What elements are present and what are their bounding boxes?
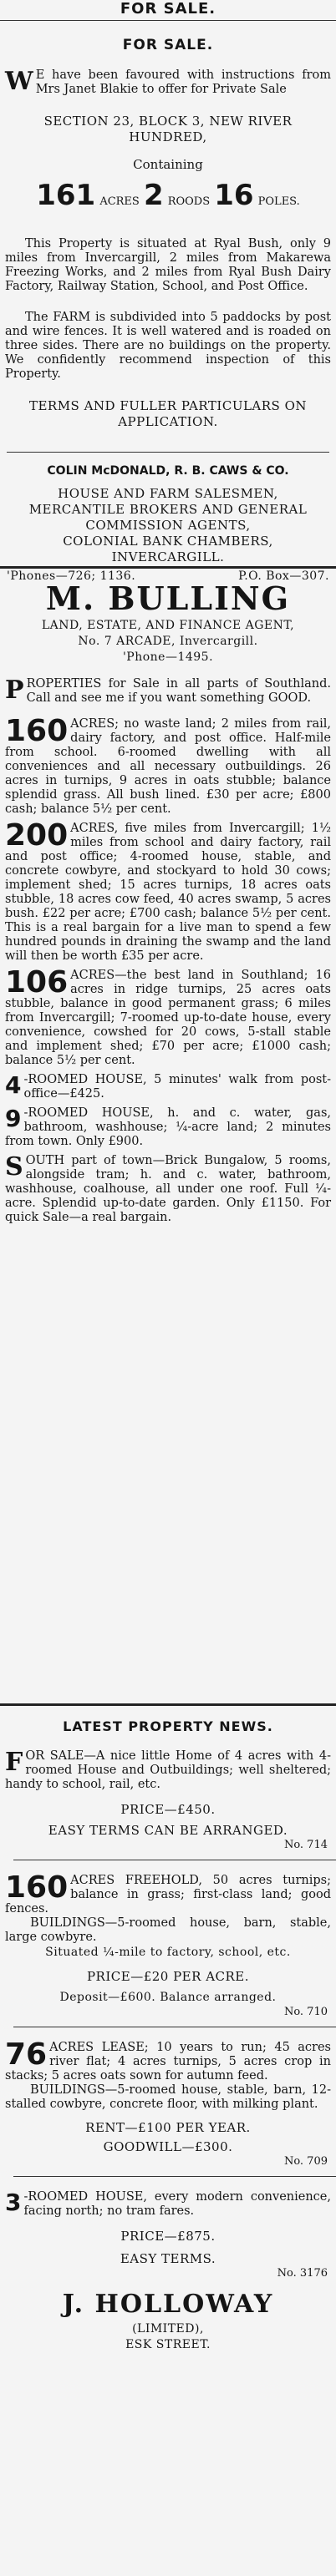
- agent-phone: 'Phone—1495.: [122, 650, 214, 664]
- listing-item: [5, 965, 331, 1068]
- listing-terms: EASY TERMS CAN BE ARRANGED.: [48, 1823, 288, 1838]
- advert-holloway: [0, 1718, 336, 2353]
- listing-buildings: BUILDINGS—5-roomed house, stable, barn, 12-stalled cowbyre, concrete floor, with milking plant.: [5, 2083, 331, 2111]
- drop-cap: 160: [5, 1870, 69, 1905]
- listing-item: [5, 2190, 331, 2219]
- phones: 'Phones—726; 1136.: [7, 569, 136, 583]
- listing-price: PRICE—£875.: [120, 2229, 216, 2244]
- listing-text: ACRES, five miles from Invercargill; 1½ miles from school and dairy factory, rail and post office; 4-roomed house, stable, and concrete cowbyre, and stockyard to hold 30 cows; implement shed; 15 acres turnips, 18 acres oats stubble, 18 acres cow feed, 40 acres swamp, 5 acres bush. £22 per acre; £700 cash; balance 5½ per cent. This is a real bargain for a live man to spend a few hundred pounds in draining the swamp and the land will then be worth £35 per acre.: [5, 822, 331, 963]
- listing-item: [5, 1870, 331, 1916]
- listing-price: PRICE—£20 PER ACRE.: [86, 1969, 250, 1984]
- listing-terms: EASY TERMS.: [120, 2251, 216, 2266]
- listing-goodwill: GOODWILL—£300.: [103, 2139, 233, 2154]
- agent-line-2: No. 7 ARCADE, Invercargill.: [78, 635, 258, 648]
- agent-name: M. BULLING: [45, 579, 291, 617]
- terms-line: TERMS AND FULLER PARTICULARS ON APPLICATION.: [28, 398, 308, 429]
- listing-ref: No. 3176: [277, 2267, 328, 2280]
- masthead: [0, 0, 336, 21]
- listing-number: S: [5, 1152, 23, 1182]
- advert-heading: FOR SALE.: [122, 37, 214, 53]
- listing-text: ACRES; no waste land; 2 miles from rail, dairy factory, and post office. Half-mile from school. 6-roomed dwelling with all conveniences and all necessary outbuildings. 26 acres in turnips, 9 acres in oats stubble; balance splendid grass. All bush lined. £30 per acre; £800 cash; balance 5½ per cent.: [5, 717, 331, 816]
- agent-line-1: LAND, ESTATE, AND FINANCE AGENT,: [41, 619, 295, 632]
- intro-text: ROPERTIES for Sale in all parts of Southland. Call and see me if you want something GOOD.: [26, 677, 331, 705]
- listing-item: [5, 2037, 331, 2083]
- listing-number: 106: [5, 965, 69, 1000]
- advert-heading: LATEST PROPERTY NEWS.: [63, 1718, 273, 1734]
- listing-deposit: Deposit—£600. Balance arranged.: [59, 1991, 277, 2004]
- firm-street: ESK STREET.: [125, 2338, 211, 2351]
- listing-text: OUTH part of town—Brick Bungalow, 5 rooms, alongside tram; h. and c. water, bathroom, washhouse, coalhouse, all under one roof. Full ¼-acre. Splendid up-to-date garden. Only £1150. For quick Sale—a real bargain.: [5, 1154, 331, 1224]
- listing-ref: No. 714: [283, 1839, 328, 1851]
- listing-buildings: BUILDINGS—5-roomed house, barn, stable, large cowbyre.: [5, 1916, 331, 1944]
- description-para-2: The FARM is subdivided into 5 paddocks by post and wire fences. It is well watered and is roaded on three sides. There are no buildings on the property. We confidently recommend inspection of this Property.: [5, 311, 331, 381]
- containing-label: Containing: [133, 157, 203, 172]
- poles-number: 16: [214, 179, 254, 212]
- section-title: SECTION 23, BLOCK 3, NEW RIVER HUNDRED,: [43, 114, 293, 144]
- advert-bulling: [0, 579, 336, 1225]
- listing-ref: No. 710: [283, 2006, 328, 2018]
- column-divider: [0, 566, 336, 569]
- firm-name: J. HOLLOWAY: [62, 2290, 274, 2319]
- listing-number: 200: [5, 818, 69, 853]
- listing-text: OR SALE—A nice little Home of 4 acres with 4-roomed House and Outbuildings; well sheltered; handy to school, rail, etc.: [5, 1749, 331, 1791]
- po-box: P.O. Box—307.: [238, 569, 329, 583]
- listing-item: [5, 1749, 331, 1792]
- drop-cap: P: [5, 676, 24, 705]
- listing-number: 9: [5, 1105, 22, 1132]
- column-divider: [0, 1703, 336, 1706]
- listing-number: 160: [5, 714, 69, 748]
- listing-text: ACRES FREEHOLD, 50 acres turnips; balance in grass; first-class land; good fences.: [5, 1874, 331, 1916]
- listing-text: -ROOMED HOUSE, 5 minutes' walk from post-office—£425.: [23, 1073, 331, 1101]
- roods-word: ROODS: [167, 195, 211, 208]
- listing-situated: Situated ¼-mile to factory, school, etc.: [45, 1946, 291, 1959]
- listing-item: [5, 1106, 331, 1149]
- agent-intro: [5, 677, 331, 706]
- listing-text: ACRES—the best land in Southland; 16 acres in ridge turnips, 25 acres oats stubble, balance in good permanent grass; 6 miles from Invercargill; 7-roomed up-to-date house, every convenience, cowshed for 20 cows, 5-stall stable and implement shed; £70 per acre; £1000 cash; balance 5½ per cent.: [5, 969, 331, 1067]
- acres-word: ACRES: [99, 195, 140, 208]
- drop-cap: 76: [5, 2037, 48, 2072]
- listing-text: ACRES LEASE; 10 years to run; 45 acres river flat; 4 acres turnips, 5 acres crop in stacks; 5 acres oats sown for autumn feed.: [5, 2041, 331, 2083]
- firm-line-3: COLONIAL BANK CHAMBERS,: [63, 534, 273, 549]
- listing-ref: No. 709: [283, 2155, 328, 2168]
- listing-text: -ROOMED HOUSE, h. and c. water, gas, bathroom, washhouse; ¼-acre land; 2 minutes from town. Only £900.: [5, 1106, 331, 1148]
- listing-text: -ROOMED HOUSE, every modern convenience, facing north; no tram fares.: [23, 2190, 331, 2218]
- listing-price: PRICE—£450.: [120, 1802, 216, 1817]
- drop-cap: F: [5, 1748, 23, 1777]
- firm-line-1: HOUSE AND FARM SALESMEN,: [58, 486, 278, 501]
- advert-intro: [5, 68, 331, 97]
- roods-number: 2: [143, 179, 164, 212]
- firm-name: COLIN McDONALD, R. B. CAWS & CO.: [7, 452, 329, 478]
- firm-line-2: MERCANTILE BROKERS AND GENERAL COMMISSION AGENTS,: [28, 502, 308, 533]
- listing-rent: RENT—£100 PER YEAR.: [85, 2120, 251, 2135]
- drop-cap: W: [5, 67, 33, 96]
- listing-item: [5, 1073, 331, 1101]
- listing-number: 4: [5, 1071, 22, 1099]
- acres-number: 161: [36, 179, 96, 212]
- drop-cap: 3: [5, 2189, 22, 2216]
- masthead-title: FOR SALE.: [120, 0, 216, 18]
- listing-item: [5, 1154, 331, 1225]
- listing-item: [5, 818, 331, 964]
- description-para-1: This Property is situated at Ryal Bush, only 9 miles from Invercargill, 2 miles from Makarewa Freezing Works, and 2 miles from Ryal Bush Dairy Factory, Railway Station, School, and Post Office.: [5, 237, 331, 293]
- firm-line-4: INVERCARGILL.: [111, 549, 225, 564]
- advert-mcdonald-caws: [0, 37, 336, 585]
- divider: [13, 2176, 336, 2177]
- listing-item: [5, 714, 331, 817]
- firm-sub: (LIMITED),: [132, 2322, 204, 2336]
- poles-word: POLES.: [257, 195, 300, 208]
- intro-text: E have been favoured with instructions from Mrs Janet Blakie to offer for Private Sale: [35, 68, 331, 96]
- area-line: [0, 179, 336, 212]
